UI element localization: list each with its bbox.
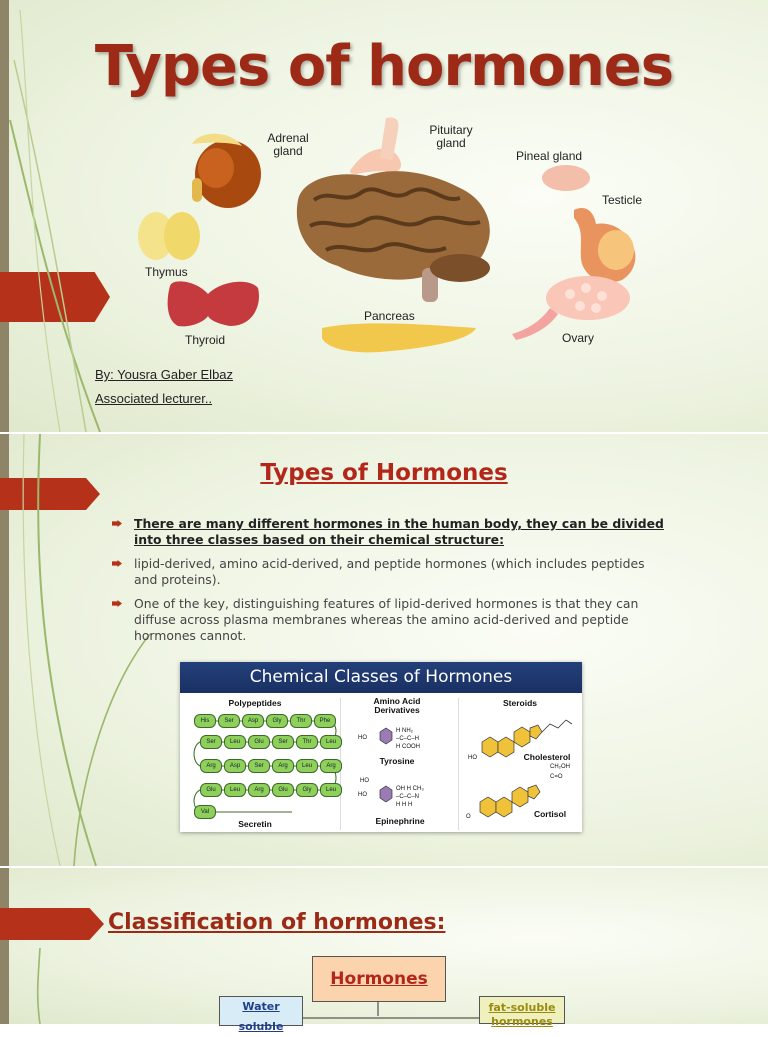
bullet-item — [112, 596, 667, 644]
bullet-arrow-icon — [112, 520, 122, 527]
bullet-text: There are many different hormones in the human body, they can be divided into three classes based on their chemical structure: — [134, 516, 664, 547]
svg-text:H COOH: H COOH — [396, 744, 420, 750]
peptide-residue: Leu — [296, 759, 318, 773]
bullet-text: lipid-derived, amino acid-derived, and peptide hormones (which includes peptides and proteins). — [134, 556, 645, 587]
col-polypeptides: Polypeptides — [228, 698, 282, 708]
classification-title: Classification of hormones: — [108, 910, 446, 935]
label-ovary: Ovary — [562, 331, 595, 345]
peptide-residue: Glu — [272, 783, 294, 797]
label-thyroid: Thyroid — [185, 333, 226, 347]
slide-types-of-hormones — [0, 434, 768, 866]
label-thymus: Thymus — [145, 265, 188, 279]
label-secretin: Secretin — [238, 819, 272, 829]
peptide-residue: Glu — [248, 735, 270, 749]
col-amino-acid-derivatives: Amino Acid Derivatives — [373, 696, 421, 715]
peptide-residue: Arg — [248, 783, 270, 797]
bullet-list — [112, 516, 667, 652]
peptide-residue: Leu — [224, 783, 246, 797]
label-cholesterol: Cholesterol — [523, 752, 571, 762]
peptide-residue: Asp — [224, 759, 246, 773]
bullet-item — [112, 556, 667, 588]
svg-text:HO: HO — [468, 755, 477, 761]
section-title: Types of Hormones — [260, 460, 508, 486]
peptide-residue: Arg — [200, 759, 222, 773]
peptide-residue: Thr — [290, 714, 312, 728]
peptide-residue: Gly — [296, 783, 318, 797]
peptide-residue: Ser — [218, 714, 240, 728]
peptide-residue: His — [194, 714, 216, 728]
peptide-residue: Gly — [266, 714, 288, 728]
bullet-text: One of the key, distinguishing features of lipid-derived hormones is that they can diffuse across plasma membranes whereas the amino acid-derived and peptide hormones cannot. — [134, 596, 639, 643]
label-tyrosine: Tyrosine — [379, 756, 415, 766]
svg-text:HO: HO — [360, 778, 369, 784]
label-epinephrine: Epinephrine — [375, 816, 425, 826]
label-pineal-gland: Pineal gland — [516, 149, 583, 163]
node-water-soluble: Water soluble — [219, 996, 303, 1026]
peptide-residue: Ser — [200, 735, 222, 749]
adrenal-gland-image — [192, 134, 261, 208]
peptide-residue: Ser — [272, 735, 294, 749]
peptide-residue: Leu — [320, 783, 342, 797]
peptide-residue: Val — [194, 805, 216, 819]
svg-text:C=O: C=O — [550, 774, 563, 780]
svg-text:O: O — [466, 814, 471, 820]
figure-title: Chemical Classes of Hormones — [180, 662, 582, 693]
pituitary-gland-image — [350, 118, 401, 175]
testicle-image — [574, 208, 635, 282]
svg-text:HO: HO — [358, 735, 367, 741]
label-pituitary-gland: Pituitary gland — [429, 123, 473, 150]
peptide-residue: Leu — [320, 735, 342, 749]
svg-text:CH₂OH: CH₂OH — [550, 764, 570, 770]
pancreas-image — [322, 323, 476, 352]
slide-title — [0, 0, 768, 432]
node-fat-soluble: fat-soluble hormones — [479, 996, 565, 1024]
thymus-image — [138, 212, 200, 260]
peptide-residue: Arg — [320, 759, 342, 773]
chemical-classes-figure — [180, 662, 582, 832]
peptide-residue: Ser — [248, 759, 270, 773]
svg-text:HO: HO — [358, 792, 367, 798]
svg-text:H H H: H H H — [396, 802, 413, 808]
peptide-residue: Thr — [296, 735, 318, 749]
label-testicle: Testicle — [602, 193, 643, 207]
peptide-residue: Leu — [224, 735, 246, 749]
peptide-residue: Phe — [314, 714, 336, 728]
brain-image — [297, 171, 490, 302]
col-steroids: Steroids — [502, 698, 537, 708]
svg-text:OH H CH₃: OH H CH₃ — [396, 786, 424, 792]
bullet-arrow-icon — [112, 560, 122, 567]
peptide-residue: Glu — [200, 783, 222, 797]
node-hormones: Hormones — [312, 956, 446, 1002]
slide-classification — [0, 868, 768, 1033]
peptide-residue: Arg — [272, 759, 294, 773]
label-adrenal-gland: Adrenal gland — [267, 131, 309, 158]
svg-text:–C–C–N: –C–C–N — [396, 794, 420, 800]
slide-title-text: Types of hormones — [94, 34, 674, 99]
svg-text:–C–C–H: –C–C–H — [396, 736, 420, 742]
svg-text:H NH₂: H NH₂ — [396, 728, 413, 734]
author-name: By: Yousra Gaber Elbaz — [95, 367, 234, 382]
decor-curves — [0, 868, 140, 1024]
bullet-arrow-icon — [112, 600, 122, 607]
peptide-residue: Asp — [242, 714, 264, 728]
label-cortisol: Cortisol — [533, 809, 567, 819]
author-role: Associated lecturer.. — [95, 391, 213, 406]
pineal-gland-image — [542, 165, 590, 191]
bullet-item — [112, 516, 667, 548]
label-pancreas: Pancreas — [364, 309, 415, 323]
thyroid-image — [168, 281, 259, 326]
